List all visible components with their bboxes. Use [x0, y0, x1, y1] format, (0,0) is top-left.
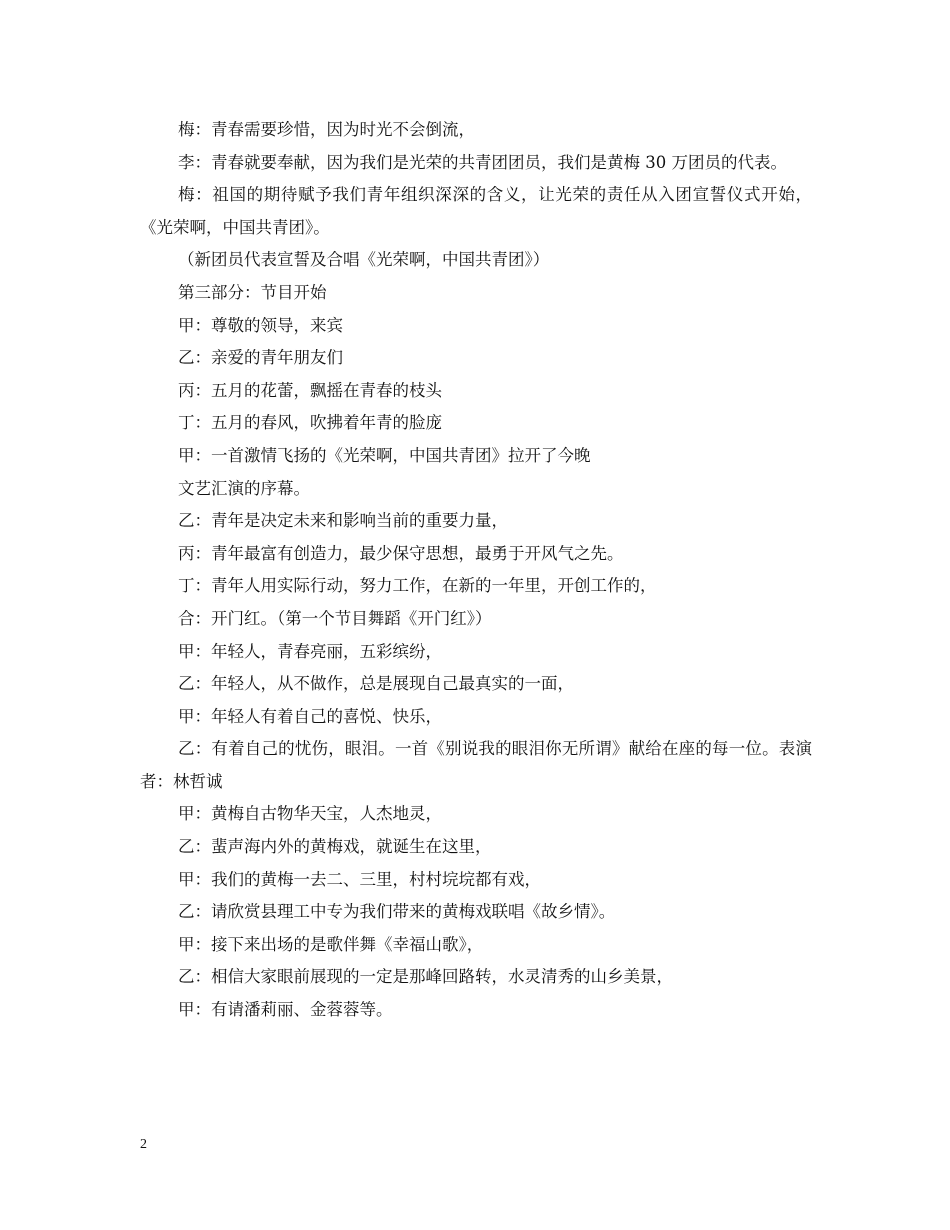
paragraph: （新团员代表宣誓及合唱《光荣啊，中国共青团》）: [178, 250, 550, 270]
paragraph: 梅：青春需要珍惜，因为时光不会倒流，: [178, 120, 475, 139]
paragraph: 甲：我们的黄梅一去二、三里，村村垸垸都有戏，: [178, 869, 541, 889]
paragraph: 甲：黄梅自古物华天宝，人杰地灵，: [178, 804, 442, 824]
paragraph: 梅：祖国的期待赋予我们青年组织深深的含义，让光荣的责任从入团宣誓仪式开始，《光荣啊，中国共青团》。: [140, 185, 812, 237]
paragraph: 甲：有请潘莉丽、金蓉蓉等。: [178, 1000, 393, 1020]
paragraph: 合：开门红。（第一个节目舞蹈《开门红》）: [178, 608, 492, 628]
paragraph: 甲：一首激情飞扬的《光荣啊，中国共青团》拉开了今晚: [178, 445, 591, 465]
paragraph: 丙：五月的花蕾，飘摇在青春的枝头: [178, 380, 442, 400]
paragraph: 甲：年轻人有着自己的喜悦、快乐，: [178, 706, 442, 726]
paragraph: 丁：青年人用实际行动，努力工作，在新的一年里，开创工作的，: [178, 576, 657, 596]
paragraph: 甲：年轻人，青春亮丽，五彩缤纷，: [178, 641, 442, 661]
paragraph: 甲：接下来出场的是歌伴舞《幸福山歌》，: [178, 934, 484, 954]
paragraph: 文艺汇演的序幕。: [178, 478, 310, 498]
paragraph: 李：青春就要奉献，因为我们是光荣的共青团团员，我们是黄梅 30 万团员的代表。: [178, 152, 787, 172]
paragraph: 乙：年轻人，从不做作，总是展现自己最真实的一面，: [178, 674, 574, 694]
paragraph: 乙：相信大家眼前展现的一定是那峰回路转，水灵清秀的山乡美景，: [178, 967, 673, 987]
paragraph: 乙：亲爱的青年朋友们: [178, 348, 343, 368]
paragraph: 甲：尊敬的领导，来宾: [178, 315, 343, 335]
document-body: [140, 114, 812, 1027]
paragraph: 乙：青年是决定未来和影响当前的重要力量，: [178, 511, 508, 531]
paragraph: 丙：青年最富有创造力，最少保守思想，最勇于开风气之先。: [178, 543, 624, 563]
paragraph: 乙：蜚声海内外的黄梅戏，就诞生在这里，: [178, 837, 492, 857]
page-number: 2: [140, 1137, 147, 1152]
paragraph: 丁：五月的春风，吹拂着年青的脸庞: [178, 413, 442, 433]
section-heading: 第三部分：节目开始: [178, 282, 327, 302]
paragraph: 乙：有着自己的忧伤，眼泪。一首《别说我的眼泪你无所谓》献给在座的每一位。表演者：林哲诚: [140, 739, 812, 791]
paragraph: 乙：请欣赏县理工中专为我们带来的黄梅戏联唱《故乡情》。: [178, 902, 616, 922]
